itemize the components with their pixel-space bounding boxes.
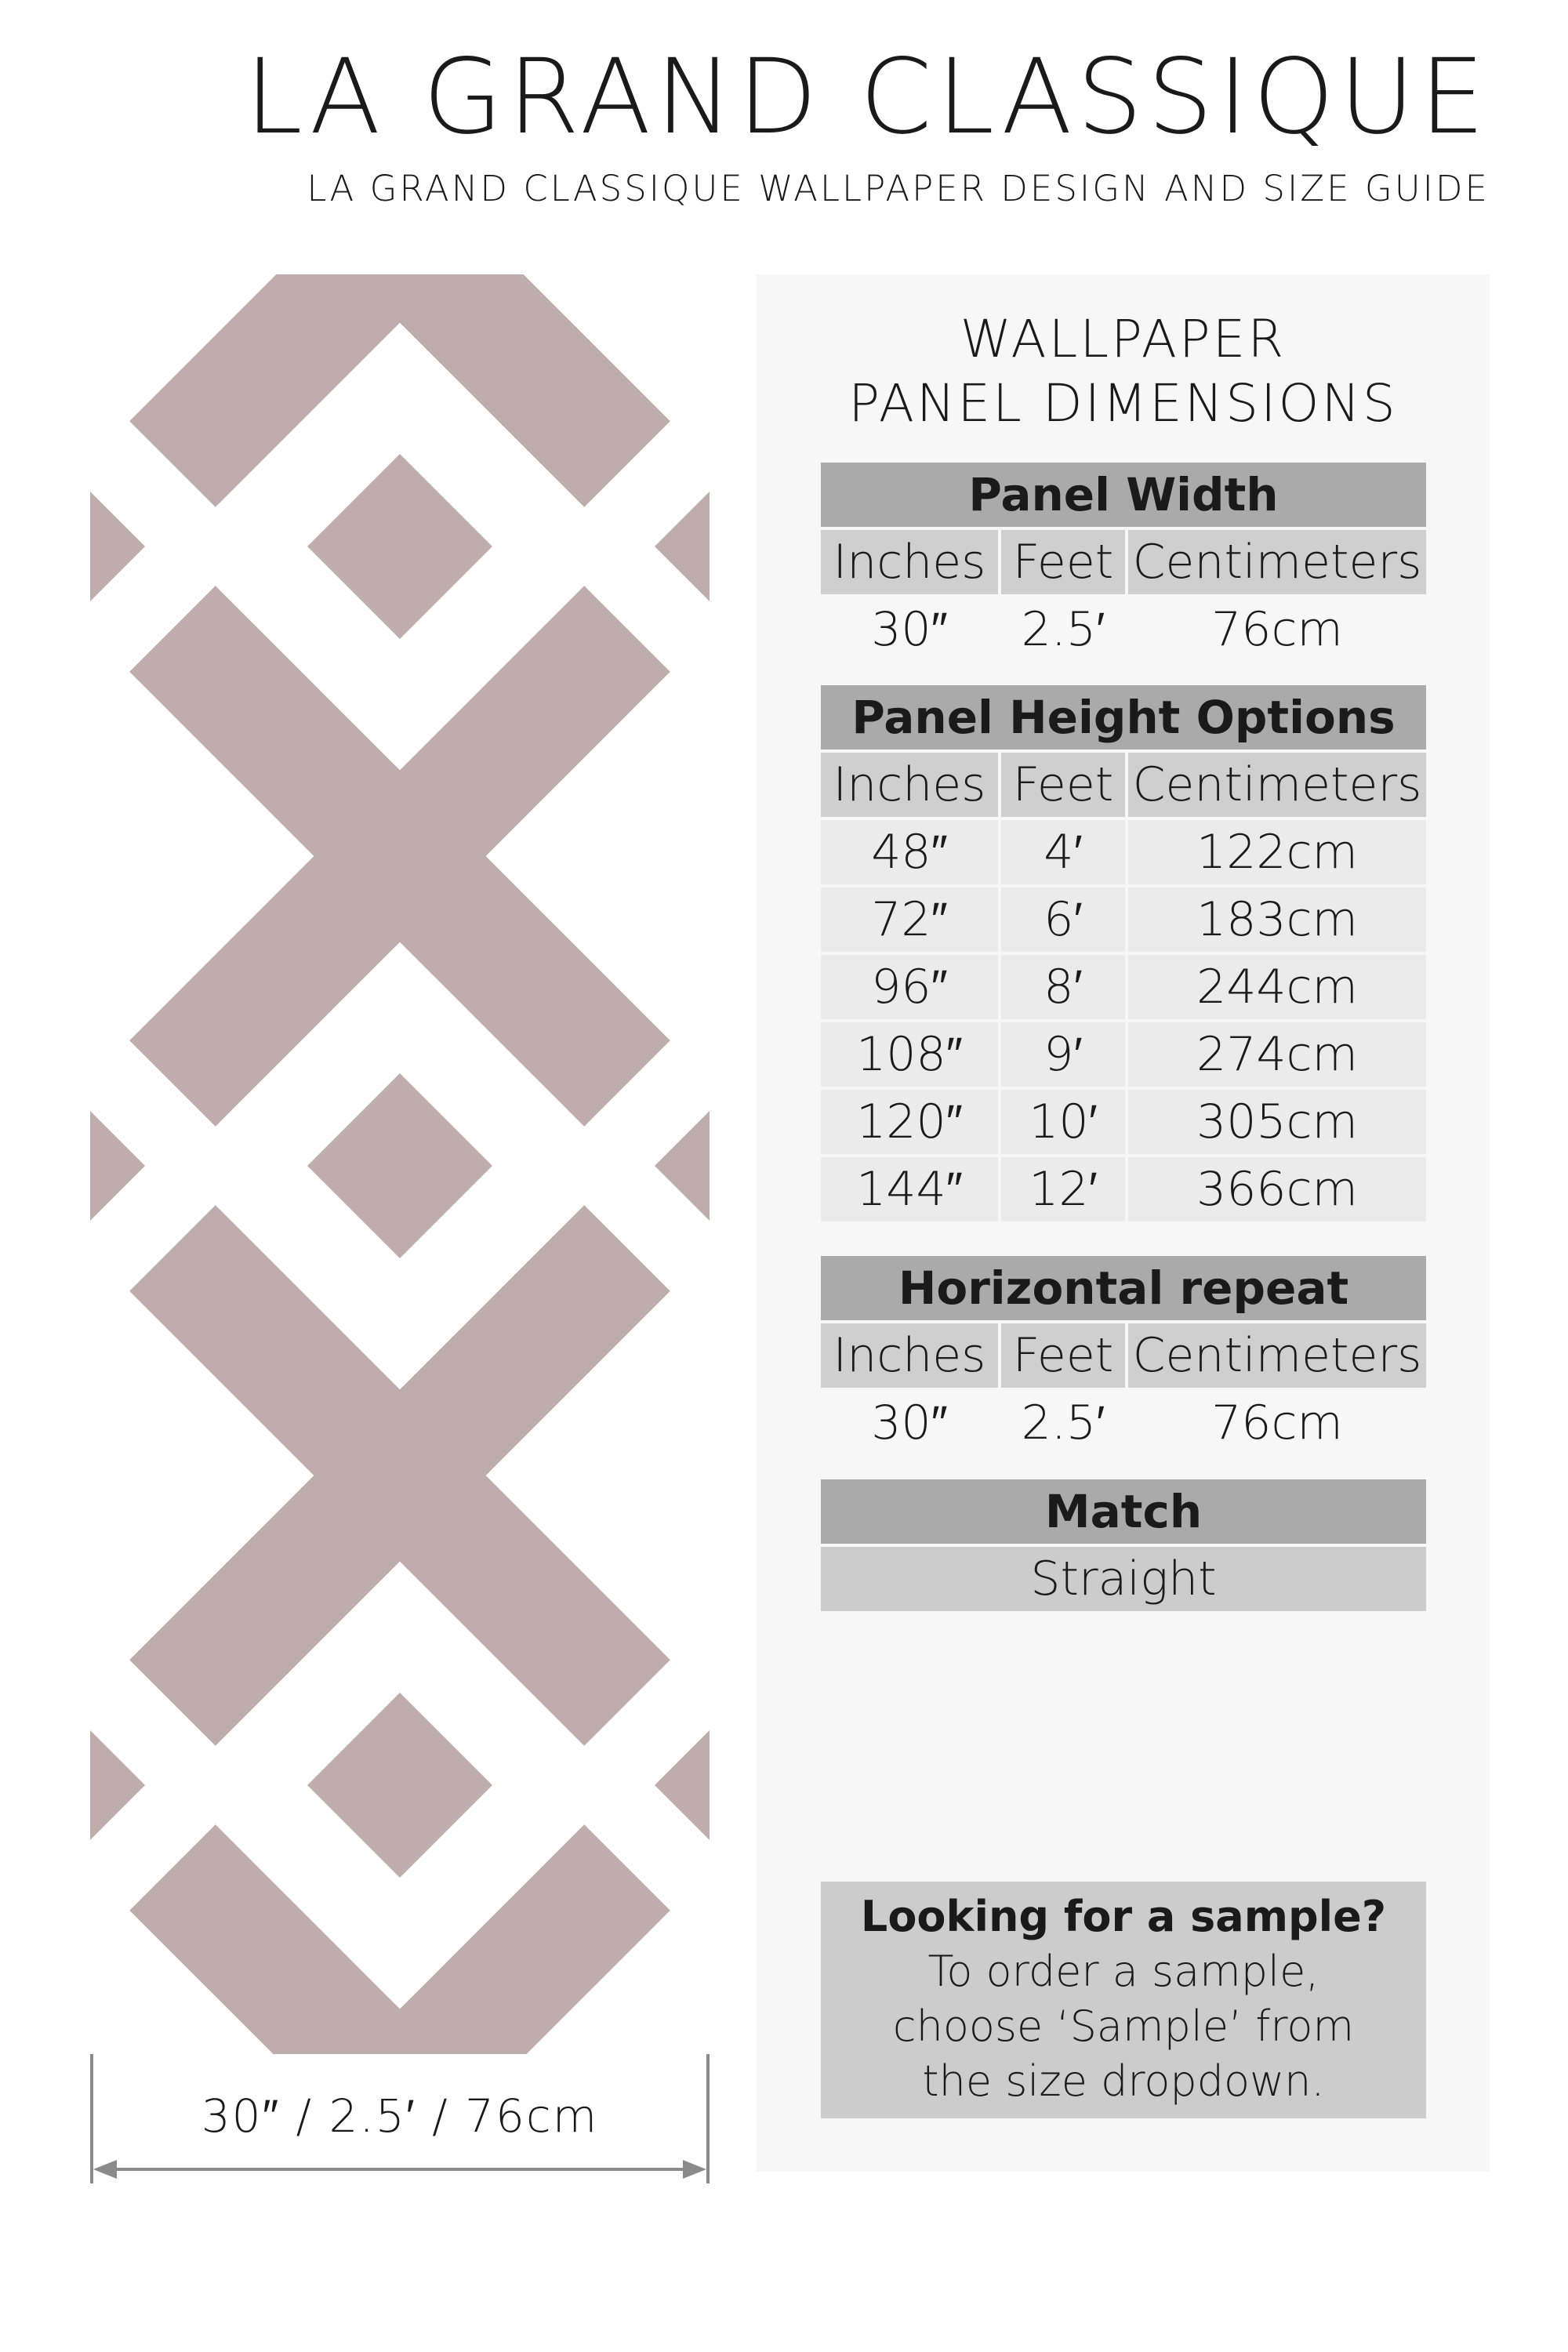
cell-feet: 9′ xyxy=(1001,1022,1125,1087)
column-header-inches: Inches xyxy=(821,753,998,817)
column-header-inches: Inches xyxy=(821,530,998,594)
cell-centimeters: 305cm xyxy=(1128,1090,1426,1154)
table-row xyxy=(821,887,1426,952)
cell-feet: 2.5′ xyxy=(1021,602,1105,657)
table-title: Horizontal repeat xyxy=(821,1256,1426,1320)
cell-feet: 10′ xyxy=(1001,1090,1125,1154)
sample-text-line-3: the size dropdown. xyxy=(922,2056,1325,2106)
column-header-centimeters: Centimeters xyxy=(1128,530,1426,594)
table-row xyxy=(821,1090,1426,1154)
cell-feet: 6′ xyxy=(1001,887,1125,952)
table-title: Panel Height Options xyxy=(821,685,1426,750)
panel-height-table xyxy=(821,685,1426,1225)
match-table xyxy=(821,1479,1426,1611)
column-header-centimeters: Centimeters xyxy=(1128,753,1426,817)
dimensions-heading-line-1: WALLPAPER xyxy=(960,309,1287,369)
cell-inches: 108″ xyxy=(821,1022,998,1087)
cell-centimeters: 122cm xyxy=(1128,820,1426,884)
panel-width-label: 30″ / 2.5′ / 76cm xyxy=(201,2089,599,2143)
column-header-feet: Feet xyxy=(1001,1323,1125,1388)
table-row xyxy=(821,1391,1426,1455)
dimensions-panel xyxy=(757,274,1490,2172)
cell-inches: 120″ xyxy=(821,1090,998,1154)
table-row xyxy=(821,820,1426,884)
cell-centimeters: 183cm xyxy=(1128,887,1426,952)
sample-callout xyxy=(821,1882,1426,2118)
table-row xyxy=(821,597,1426,662)
sample-title: Looking for a sample? xyxy=(860,1892,1387,1941)
column-header-centimeters: Centimeters xyxy=(1128,1323,1426,1388)
column-header-inches: Inches xyxy=(821,1323,998,1388)
cell-inches: 72″ xyxy=(821,887,998,952)
brand-title: LA GRAND CLASSIQUE xyxy=(245,37,1490,158)
sample-text-line-2: choose ‘Sample’ from xyxy=(892,2002,1355,2051)
dimensions-heading xyxy=(757,307,1490,436)
match-value: Straight xyxy=(821,1547,1426,1611)
cell-feet: 2.5′ xyxy=(1021,1396,1105,1450)
cell-inches: 30″ xyxy=(871,1396,948,1450)
panel-width-table xyxy=(821,463,1426,665)
horizontal-repeat-table xyxy=(821,1256,1426,1458)
cell-inches: 48″ xyxy=(821,820,998,884)
column-header-feet: Feet xyxy=(1001,753,1125,817)
table-row xyxy=(821,955,1426,1019)
dimensions-heading-line-2: PANEL DIMENSIONS xyxy=(848,373,1398,434)
cell-centimeters: 76cm xyxy=(1211,602,1343,657)
table-title: Panel Width xyxy=(821,463,1426,527)
cell-feet: 8′ xyxy=(1001,955,1125,1019)
column-header-row xyxy=(821,530,1426,594)
cell-centimeters: 244cm xyxy=(1128,955,1426,1019)
cell-feet: 12′ xyxy=(1001,1157,1125,1221)
cell-inches: 96″ xyxy=(821,955,998,1019)
column-header-row xyxy=(821,1323,1426,1388)
cell-feet: 4′ xyxy=(1001,820,1125,884)
table-row xyxy=(821,1022,1426,1087)
cell-centimeters: 366cm xyxy=(1128,1157,1426,1221)
table-title: Match xyxy=(821,1479,1426,1544)
cell-inches: 30″ xyxy=(871,602,948,657)
cell-centimeters: 274cm xyxy=(1128,1022,1426,1087)
wallpaper-pattern-preview xyxy=(90,274,710,2054)
cell-inches: 144″ xyxy=(821,1157,998,1221)
brand-subtitle: LA GRAND CLASSIQUE WALLPAPER DESIGN AND SIZE GUIDE xyxy=(307,168,1490,209)
table-row xyxy=(821,1157,1426,1221)
column-header-feet: Feet xyxy=(1001,530,1125,594)
cell-centimeters: 76cm xyxy=(1211,1396,1343,1450)
sample-text-line-1: To order a sample, xyxy=(927,1947,1319,1996)
column-header-row xyxy=(821,753,1426,817)
